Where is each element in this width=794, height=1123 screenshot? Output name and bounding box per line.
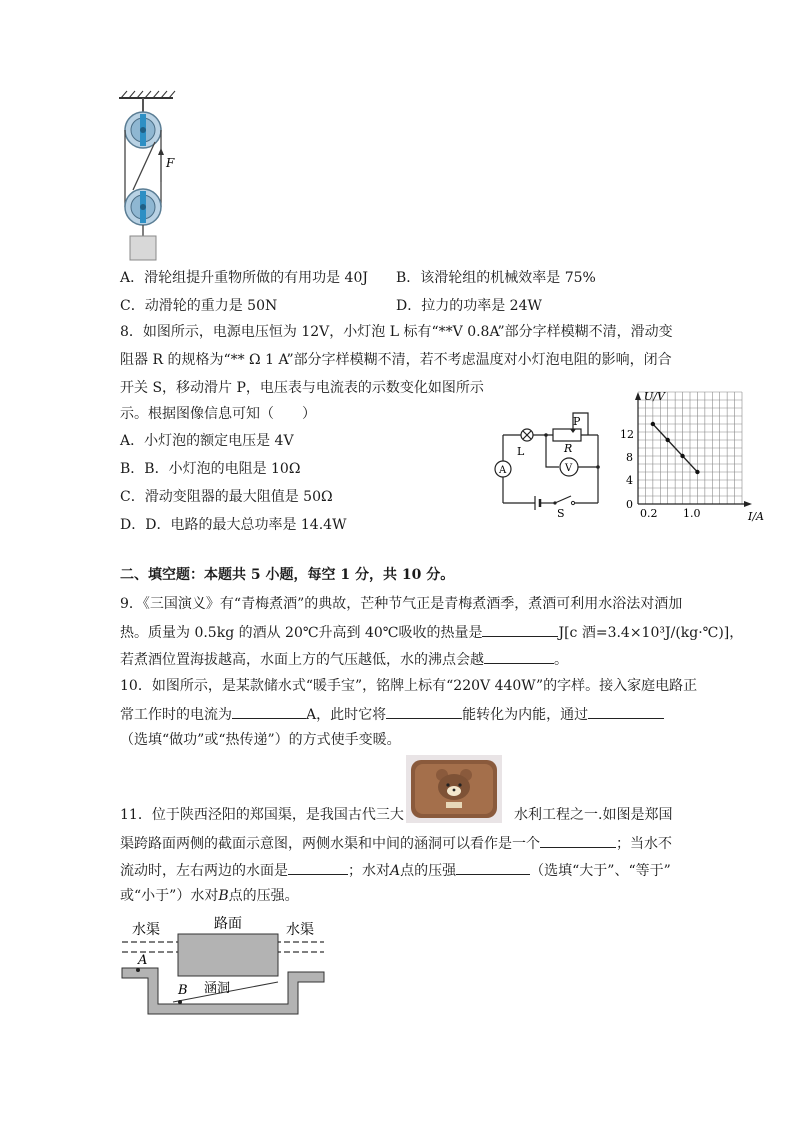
q8-line-4: 示。根据图像信息可知（ ） [120, 406, 316, 422]
q11-line-3-text-a: 流动时，左右两边的水面是 [120, 863, 288, 879]
point-a-label: A [138, 953, 148, 968]
q9-line-2 [120, 622, 743, 642]
q10-blank-1[interactable] [232, 704, 306, 719]
q9-blank-2[interactable] [484, 649, 554, 664]
right-canal-label: 水渠 [286, 922, 314, 938]
q9-line-1: 9．《三国演义》有“青梅煮酒”的典故，芒种节气正是青梅煮酒季，煮酒可利用水浴法对酒加 [120, 596, 683, 612]
q8-option-a: A．小灯泡的额定电压是 4V [120, 433, 294, 449]
q8-line-1: 8．如图所示，电源电压恒为 12V，小灯泡 L 标有“**V 0.8A”部分字样模糊不清，滑动变 [120, 324, 673, 340]
q8-option-b: B．B．小灯泡的电阻是 10Ω [120, 461, 301, 477]
voltmeter-label: V [565, 463, 573, 474]
q10-line-2-text-a: 常工作时的电流为 [120, 707, 232, 723]
q10-line-2-text-c: 能转化为内能，通过 [462, 707, 589, 723]
pulley-figure [115, 90, 195, 265]
y-tick-8: 8 [626, 451, 633, 464]
x-tick-0-2: 0.2 [640, 507, 658, 520]
force-label: F [166, 156, 175, 170]
q9-line-3-text: 若煮酒位置海拔越高，水面上方的气压越低，水的沸点会越 [120, 652, 484, 668]
q9-line-2-text: 热。质量为 0.5kg 的酒从 20℃升高到 40℃吸收的热量是 [120, 625, 483, 641]
y-axis-label: U/V [644, 390, 665, 403]
road-label: 路面 [214, 916, 242, 932]
q11-line-2-text: 渠跨路面两侧的截面示意图，两侧水渠和中间的涵洞可以看作是一个 [120, 836, 540, 852]
q11-line-1a: 11．位于陕西泾阳的郑国渠，是我国古代三大 [120, 807, 404, 823]
hand-warmer-image [406, 755, 502, 823]
q10-blank-3[interactable] [588, 704, 664, 719]
q9-blank-1[interactable] [482, 622, 558, 637]
q9-line-2-text-b: J[c 酒=3.4×10³J/(kg·℃)]， [558, 625, 744, 641]
q11-line-4-text-c: 点的压强。 [228, 888, 299, 904]
q7-option-a: A．滑轮组提升重物所做的有用功是 40J [120, 270, 368, 286]
q8-line-3: 开关 S，移动滑片 P，电压表与电流表的示数变化如图所示 [120, 380, 484, 396]
q11-line-2-text-b: ；当水不 [616, 836, 672, 852]
q7-option-b: B．该滑轮组的机械效率是 75% [396, 270, 596, 286]
q11-line-3 [120, 860, 671, 880]
ui-graph [618, 388, 778, 528]
q7-option-d: D．拉力的功率是 24W [396, 298, 542, 314]
q11-line-3-text-d: 点的压强 [400, 863, 457, 879]
lamp-label: L [517, 445, 525, 458]
q11-blank-3[interactable] [456, 860, 530, 875]
q8-option-c: C．滑动变阻器的最大阻值是 50Ω [120, 489, 333, 505]
slider-label: P [573, 415, 581, 428]
q8-option-d: D．D．电路的最大总功率是 14.4W [120, 517, 347, 533]
canal-diagram [118, 912, 330, 1024]
q11-line-2 [120, 833, 672, 853]
y-tick-0: 0 [626, 498, 633, 511]
q10-line-2-text-b: A，此时它将 [306, 707, 387, 723]
point-b-label: B [178, 983, 188, 998]
y-tick-4: 4 [626, 474, 633, 487]
rheostat-label: R [564, 442, 573, 455]
q10-line-2 [120, 704, 664, 724]
q9-line-3 [120, 649, 568, 669]
data-point [651, 422, 655, 426]
q11-blank-1[interactable] [540, 833, 616, 848]
q10-blank-2[interactable] [386, 704, 462, 719]
y-tick-12: 12 [620, 428, 634, 441]
x-axis-label: I/A [748, 510, 764, 523]
q10-line-1: 10．如图所示，是某款储水式“暖手宝”，铭牌上标有“220V 440W”的字样。接入家庭电路正 [120, 678, 698, 694]
x-tick-1-0: 1.0 [683, 507, 701, 520]
point-b-ref: B [218, 888, 229, 904]
data-point [666, 438, 670, 442]
ammeter-label: A [499, 465, 507, 476]
q7-option-c: C．动滑轮的重力是 50N [120, 298, 278, 314]
q11-line-3-text-e: （选填“大于”、“等于” [530, 863, 671, 879]
culvert-label: 涵洞 [204, 981, 231, 996]
point-a-ref: A [390, 863, 401, 879]
q11-blank-2[interactable] [288, 860, 348, 875]
data-point [680, 454, 684, 458]
left-canal-label: 水渠 [132, 922, 160, 938]
q11-line-4-text-a: 或“小于”）水对 [120, 888, 219, 904]
q9-line-3-end: 。 [554, 652, 568, 668]
weight-block [130, 236, 156, 260]
q11-line-3-text-b: ；水对 [348, 863, 390, 879]
q8-line-2: 阻器 R 的规格为“** Ω 1 A”部分字样模糊不清，若不考虑温度对小灯泡电阻的影响，闭合 [120, 352, 672, 368]
switch-label: S [557, 507, 565, 520]
q11-line-1b: 水利工程之一.如图是郑国 [514, 807, 673, 823]
q10-line-3: （选填“做功”或“热传递”）的方式使手变暖。 [120, 732, 401, 748]
section-2-title: 二、填空题：本题共 5 小题，每空 1 分，共 10 分。 [120, 567, 455, 583]
data-point [695, 470, 699, 474]
circuit-diagram [493, 405, 608, 520]
q11-line-4 [120, 887, 299, 905]
